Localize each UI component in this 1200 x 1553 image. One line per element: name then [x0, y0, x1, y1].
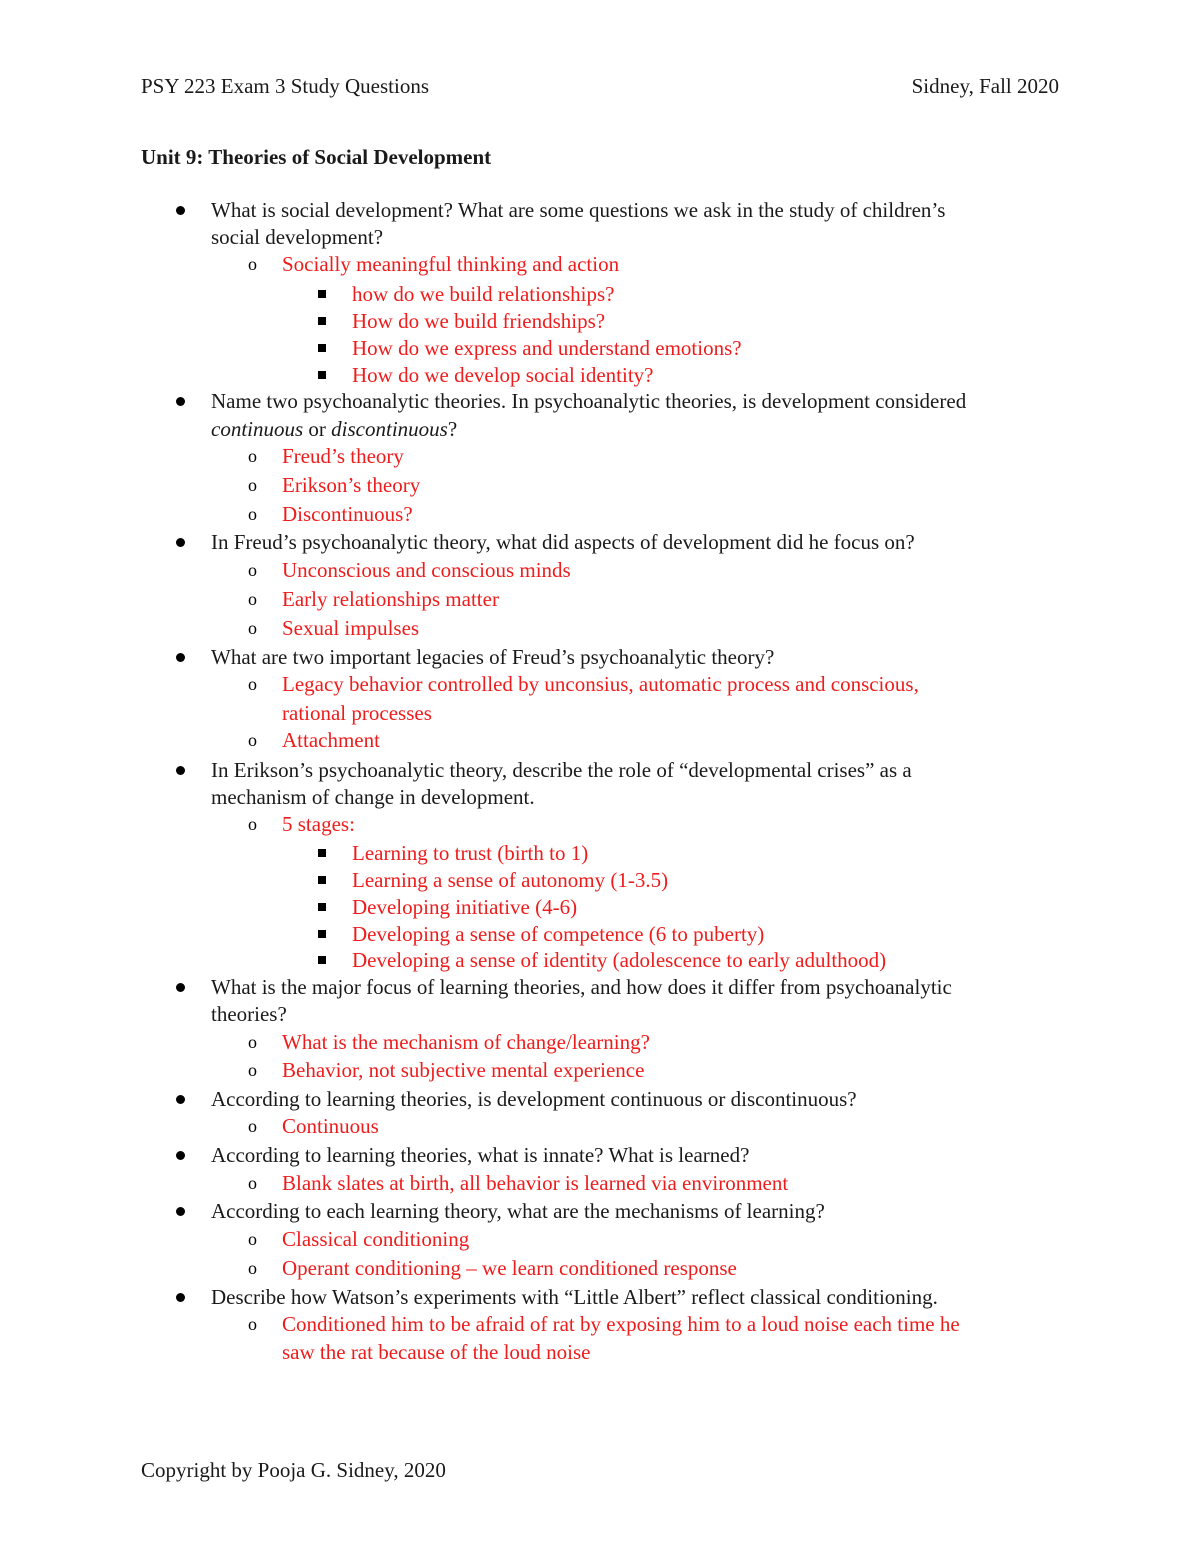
bullet-square-icon — [318, 317, 326, 325]
bullet-circle-icon: o — [248, 254, 257, 274]
answer-line: saw the rat because of the loud noise — [282, 1340, 591, 1364]
bullet-square-icon — [318, 903, 326, 911]
answer-line: Erikson’s theory — [282, 473, 421, 497]
bullet-square-icon — [318, 956, 326, 964]
question-line: In Freud’s psychoanalytic theory, what did aspects of development did he focus on? — [211, 530, 915, 554]
answer-line: What is the mechanism of change/learning? — [282, 1030, 650, 1054]
bullet-square-icon — [318, 290, 326, 298]
answer-line: Freud’s theory — [282, 444, 404, 468]
answer-line: Unconscious and conscious minds — [282, 558, 571, 582]
answer-line: how do we build relationships? — [352, 282, 615, 306]
bullet-circle-icon: o — [248, 475, 257, 495]
bullet-disc-icon — [176, 653, 185, 662]
bullet-circle-icon: o — [248, 560, 257, 580]
header-course-title: PSY 223 Exam 3 Study Questions — [141, 74, 429, 98]
bullet-circle-icon: o — [248, 1060, 257, 1080]
bullet-square-icon — [318, 876, 326, 884]
bullet-square-icon — [318, 371, 326, 379]
bullet-circle-icon: o — [248, 589, 257, 609]
answer-line: How do we express and understand emotions? — [352, 336, 742, 360]
question-line: According to learning theories, what is innate? What is learned? — [211, 1143, 750, 1167]
bullet-disc-icon — [176, 1095, 185, 1104]
answer-line: How do we develop social identity? — [352, 363, 654, 387]
answer-line: rational processes — [282, 701, 432, 725]
answer-line: Developing a sense of identity (adolescence to early adulthood) — [352, 948, 887, 972]
answer-line: Attachment — [282, 728, 380, 752]
bullet-disc-icon — [176, 538, 185, 547]
bullet-circle-icon: o — [248, 1173, 257, 1193]
bullet-disc-icon — [176, 397, 185, 406]
answer-line: Early relationships matter — [282, 587, 499, 611]
question-line: mechanism of change in development. — [211, 785, 535, 809]
bullet-disc-icon — [176, 1293, 185, 1302]
question-line: According to each learning theory, what are the mechanisms of learning? — [211, 1199, 825, 1223]
answer-line: How do we build friendships? — [352, 309, 606, 333]
question-line: Name two psychoanalytic theories. In psychoanalytic theories, is development considered — [211, 389, 967, 413]
bullet-circle-icon: o — [248, 504, 257, 524]
bullet-circle-icon: o — [248, 1032, 257, 1052]
question-line — [211, 415, 457, 443]
line-fragment: or — [303, 417, 332, 441]
bullet-disc-icon — [176, 206, 185, 215]
bullet-circle-icon: o — [248, 618, 257, 638]
question-line: social development? — [211, 225, 384, 249]
line-fragment: continuous — [211, 417, 304, 441]
answer-line: Developing a sense of competence (6 to puberty) — [352, 922, 765, 946]
bullet-circle-icon: o — [248, 1258, 257, 1278]
bullet-square-icon — [318, 344, 326, 352]
answer-line: Continuous — [282, 1114, 379, 1138]
bullet-circle-icon: o — [248, 1116, 257, 1136]
bullet-circle-icon: o — [248, 1314, 257, 1334]
bullet-circle-icon: o — [248, 446, 257, 466]
line-fragment: ? — [447, 417, 458, 441]
answer-line: Classical conditioning — [282, 1227, 470, 1251]
answer-line: Discontinuous? — [282, 502, 413, 526]
question-line: Describe how Watson’s experiments with “Little Albert” reflect classical conditioning. — [211, 1285, 938, 1309]
question-line: What is the major focus of learning theories, and how does it differ from psychoanalytic — [211, 975, 952, 999]
answer-line: Operant conditioning – we learn conditioned response — [282, 1256, 737, 1280]
answer-line: Learning a sense of autonomy (1-3.5) — [352, 868, 669, 892]
question-line: What is social development? What are some questions we ask in the study of children’s — [211, 198, 946, 222]
answer-line: Socially meaningful thinking and action — [282, 252, 620, 276]
bullet-disc-icon — [176, 1207, 185, 1216]
bullet-circle-icon: o — [248, 814, 257, 834]
bullet-circle-icon: o — [248, 730, 257, 750]
question-line: According to learning theories, is development continuous or discontinuous? — [211, 1087, 857, 1111]
answer-line: Conditioned him to be afraid of rat by exposing him to a loud noise each time he — [282, 1312, 960, 1336]
answer-line: Developing initiative (4-6) — [352, 895, 578, 919]
unit-title: Unit 9: Theories of Social Development — [141, 145, 492, 169]
line-fragment: discontinuous — [331, 417, 448, 441]
bullet-square-icon — [318, 930, 326, 938]
bullet-disc-icon — [176, 766, 185, 775]
bullet-disc-icon — [176, 983, 185, 992]
question-line: What are two important legacies of Freud’s psychoanalytic theory? — [211, 645, 775, 669]
question-line: theories? — [211, 1002, 287, 1026]
bullet-circle-icon: o — [248, 1229, 257, 1249]
bullet-circle-icon: o — [248, 674, 257, 694]
answer-line: Behavior, not subjective mental experience — [282, 1058, 645, 1082]
header-author-term: Sidney, Fall 2020 — [911, 74, 1059, 98]
bullet-disc-icon — [176, 1151, 185, 1160]
answer-line: Learning to trust (birth to 1) — [352, 841, 589, 865]
answer-line: Sexual impulses — [282, 616, 420, 640]
bullet-square-icon — [318, 849, 326, 857]
copyright-footer: Copyright by Pooja G. Sidney, 2020 — [141, 1458, 446, 1482]
question-line: In Erikson’s psychoanalytic theory, describe the role of “developmental crises” as a — [211, 758, 912, 782]
answer-line: Legacy behavior controlled by unconsius, automatic process and conscious, — [282, 672, 919, 696]
answer-line: 5 stages: — [282, 812, 355, 836]
answer-line: Blank slates at birth, all behavior is learned via environment — [282, 1171, 789, 1195]
